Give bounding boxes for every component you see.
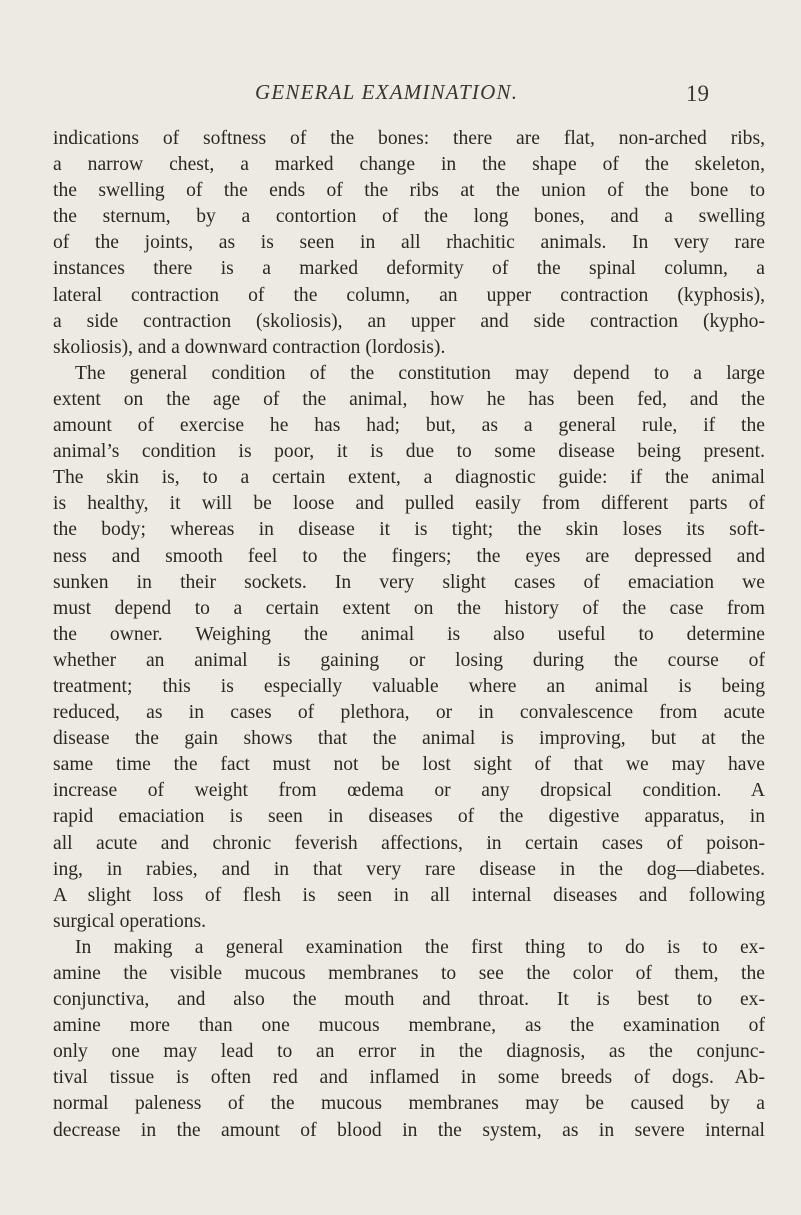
text-line: sunken in their sockets. In very slight cases of emaciation we <box>53 571 765 593</box>
text-line: reduced, as in cases of plethora, or in convalescence from acute <box>53 702 765 724</box>
text-line: increase of weight from œdema or any dropsical condition. A <box>53 780 765 802</box>
page-number: 19 <box>686 81 709 106</box>
running-head <box>0 80 801 120</box>
text-line: instances there is a marked deformity of the spinal column, a <box>53 258 765 280</box>
text-line: all acute and chronic feverish affections, in certain cases of poison- <box>53 832 765 854</box>
text-line: indications of softness of the bones: there are flat, non-arched ribs, <box>53 128 765 149</box>
text-line: In making a general examination the first thing to do is to ex- <box>75 936 765 958</box>
text-line: whether an animal is gaining or losing during the course of <box>53 649 765 671</box>
text-line: surgical operations. <box>53 910 207 932</box>
text-line: is healthy, it will be loose and pulled easily from different parts of <box>53 493 765 515</box>
text-line: animal’s condition is poor, it is due to some disease being present. <box>53 441 765 463</box>
text-line: amine more than one mucous membrane, as the examination of <box>53 1015 765 1037</box>
text-line: must depend to a certain extent on the history of the case from <box>53 597 765 619</box>
text-line: The skin is, to a certain extent, a diagnostic guide: if the animal <box>53 467 765 489</box>
text-line: a narrow chest, a marked change in the shape of the skeleton, <box>53 154 765 176</box>
text-line: the owner. Weighing the animal is also useful to determine <box>53 623 765 645</box>
text-line: skoliosis), and a downward contraction (lordosis). <box>53 336 446 358</box>
text-line: same time the fact must not be lost sight of that we may have <box>53 754 765 776</box>
text-line: lateral contraction of the column, an upper contraction (kyphosis), <box>53 284 765 306</box>
body-text <box>53 126 765 1144</box>
text-line: only one may lead to an error in the diagnosis, as the conjunc- <box>53 1041 765 1063</box>
text-line: decrease in the amount of blood in the system, as in severe internal <box>53 1119 765 1141</box>
text-line: treatment; this is especially valuable where an animal is being <box>53 675 765 697</box>
text-line: the swelling of the ends of the ribs at the union of the bone to <box>53 180 765 202</box>
text-line: ing, in rabies, and in that very rare disease in the dog—diabetes. <box>53 858 765 880</box>
text-line: of the joints, as is seen in all rhachitic animals. In very rare <box>53 232 765 254</box>
text-line: conjunctiva, and also the mouth and throat. It is best to ex- <box>53 989 765 1011</box>
text-line: amine the visible mucous membranes to see the color of them, the <box>53 963 765 984</box>
text-line: a side contraction (skoliosis), an upper and side contraction (kypho- <box>53 310 765 332</box>
text-line: the body; whereas in disease it is tight; the skin loses its soft- <box>53 519 765 541</box>
text-line: disease the gain shows that the animal is improving, but at the <box>53 728 765 750</box>
text-line: extent on the age of the animal, how he has been fed, and the <box>53 388 765 410</box>
text-line: the sternum, by a contortion of the long bones, and a swelling <box>53 206 765 228</box>
text-line: The general condition of the constitution may depend to a large <box>75 362 765 384</box>
text-line: tival tissue is often red and inflamed in some breeds of dogs. Ab- <box>53 1067 765 1089</box>
text-line: A slight loss of flesh is seen in all internal diseases and following <box>53 884 765 906</box>
text-line: rapid emaciation is seen in diseases of the digestive apparatus, in <box>53 806 765 828</box>
text-line: normal paleness of the mucous membranes may be caused by a <box>53 1093 765 1115</box>
text-line: ness and smooth feel to the fingers; the eyes are depressed and <box>53 545 765 567</box>
text-line: amount of exercise he has had; but, as a general rule, if the <box>53 415 765 437</box>
running-title: GENERAL EXAMINATION. <box>255 80 519 104</box>
